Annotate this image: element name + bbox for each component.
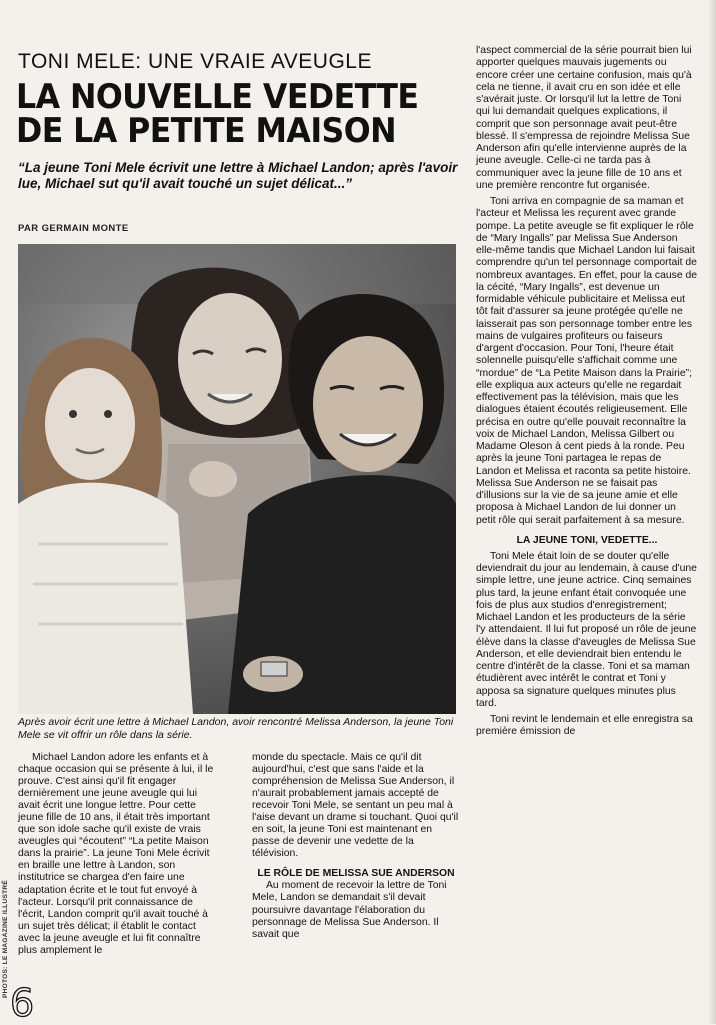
headline (16, 77, 439, 151)
byline: PAR GERMAIN MONTE (18, 223, 129, 234)
article-photo (18, 244, 456, 714)
section-subhead: LE RÔLE DE MELISSA SUE ANDERSON (257, 868, 455, 880)
paragraph: l'aspect commercial de la série pourrait bien lui apporter quelques mauvais jugements ou encore créer une certaine confusion, mais qu'à cela ne tienne, il avait cru en son idée et elle s'avérait juste. Or lorsqu'il lut la lettre de Toni qui lui demandait quelques explications, il comprit que son personnage avait peut-être blessé. Il s'empressa de rejoindre Melissa Sue Anderson afin qu'elle intervienne auprès de la jeune aveugle. Celle-ci ne tarda pas à communiquer avec la jeune fille de 10 ans et une première rencontre fut organisée. (476, 45, 692, 191)
page-number: 6 (10, 981, 35, 1025)
paragraph: Toni revint le lendemain et elle enregistra sa première émission de (476, 714, 693, 738)
lede: “La jeune Toni Mele écrivit une lettre à Michael Landon; après l'avoir lue, Michael sut qu'il avait touché un sujet délicat...” (18, 160, 458, 191)
photo-illustration (18, 244, 456, 714)
section-subhead: LA JEUNE TONI, VEDETTE... (516, 534, 658, 546)
headline-line-1: LA NOUVELLE VEDETTE (16, 77, 419, 117)
paragraph: Au moment de recevoir la lettre de Toni Mele, Landon se demandait s'il devait poursuivre davantage l'élaboration du personnage de Melissa Sue Anderson. Il savait que (252, 880, 447, 940)
article-column-right (476, 45, 698, 743)
article-column-middle (252, 752, 460, 941)
photo-caption: Après avoir écrit une lettre à Michael Landon, avoir rencontré Melissa Anderson, la jeune Toni Mele se vit offrir un rôle dans la série. (18, 716, 454, 741)
photo-credit: PHOTOS: LE MAGAZINE ILLUSTRÉ (2, 879, 9, 998)
paragraph: Michael Landon adore les enfants et à chaque occasion qui se présente à lui, il le prouve. C'est ainsi qu'il fit engager dernièrement une jeune aveugle qui lui avait écrit une longue lettre. Pour cette jeune fille de 10 ans, il était très important que son idole sache qu'il existe de vrais aveugles qui “écoutent” “La petite Maison dans la prairie”. La jeune Toni Mele écrivit en braille une lettre à Landon, son institutrice se chargea d'en faire une adaptation écrite et le tout fut envoyé à l'acteur. Lorsqu'il prit connaissance de l'écrit, Landon comprit qu'il avait touché à un sujet très délicat; il établit le contact avec la jeune aveugle et lui fit connaître plus amplement le (18, 752, 214, 956)
kicker-title: TONI MELE: UNE VRAIE AVEUGLE (18, 50, 372, 73)
headline-line-2: DE LA PETITE MAISON (16, 111, 396, 151)
paragraph: monde du spectacle. Mais ce qu'il dit aujourd'hui, c'est que sans l'aide et la compréhension de Melissa Sue Anderson, il n'aurait probablement jamais accepté de recevoir Toni Mele, se sentant un peu mal à l'aise devant un drame si touchant. Quoi qu'il en soit, la jeune Toni est maintenant en passe de devenir une vedette de la télévision. (252, 752, 459, 860)
page-edge-shadow (708, 0, 716, 1024)
article-column-left (18, 752, 218, 957)
paragraph: Toni Mele était loin de se douter qu'elle deviendrait du jour au lendemain, à cause d'une simple lettre, une jeune actrice. Cinq semaines plus tard, la jeune enfant était convoquée une fois de plus aux studios d'enregistrement; Michael Landon et les producteurs de la série l'y attendaient. Il lui fut proposé un rôle de jeune élève dans la classe d'aveugles de Melissa Sue Anderson, et elle deviendrait bien entendu le centre d'intérêt de la classe. Toni et sa maman étudièrent avec intérêt le contrat et Toni y apposa sa signature quelques minutes plus tard. (476, 550, 697, 709)
paragraph: Toni arriva en compagnie de sa maman et l'acteur et Melissa les reçurent avec grande pompe. La petite aveugle se fit expliquer le rôle de “Mary Ingalls” par Melissa Sue Anderson elle-même tandis que Michael Landon lui faisait comprendre qu'un tel personnage comportait de nombreux avantages. En effet, pour la cause de la cécité, “Mary Ingalls”, est devenue un formidable véhicule publicitaire et Melissa eut tôt fait d'assurer sa jeune protégée qu'elle ne laisserait pas son personnage tomber entre les mains de vulgaires profiteurs ou faiseurs d'argent d'occasion. Pour Toni, l'heure était solennelle puisqu'elle s'affichait comme une “mordue” de “La Petite Maison dans la Prairie”; elle expliqua aux acteurs qu'elle ne regardait effectivement pas la télévision, mais que les dialogues étaient écoutés religieusement. Elle précisa en outre qu'elle pouvait reconnaître la voix de Michael Landon, Melissa Gilbert ou Madame Oleson à cent pieds à la ronde. Peu après la jeune Toni partagea le repas de Landon et Melissa et raconta sa petite histoire. Melissa Sue Anderson ne se faisait pas d'illusions sur la vie de sa jeune amie et elle proposa à Michael Landon de lui donner un petit rôle qui serait parfaitement à sa mesure. (476, 196, 698, 526)
